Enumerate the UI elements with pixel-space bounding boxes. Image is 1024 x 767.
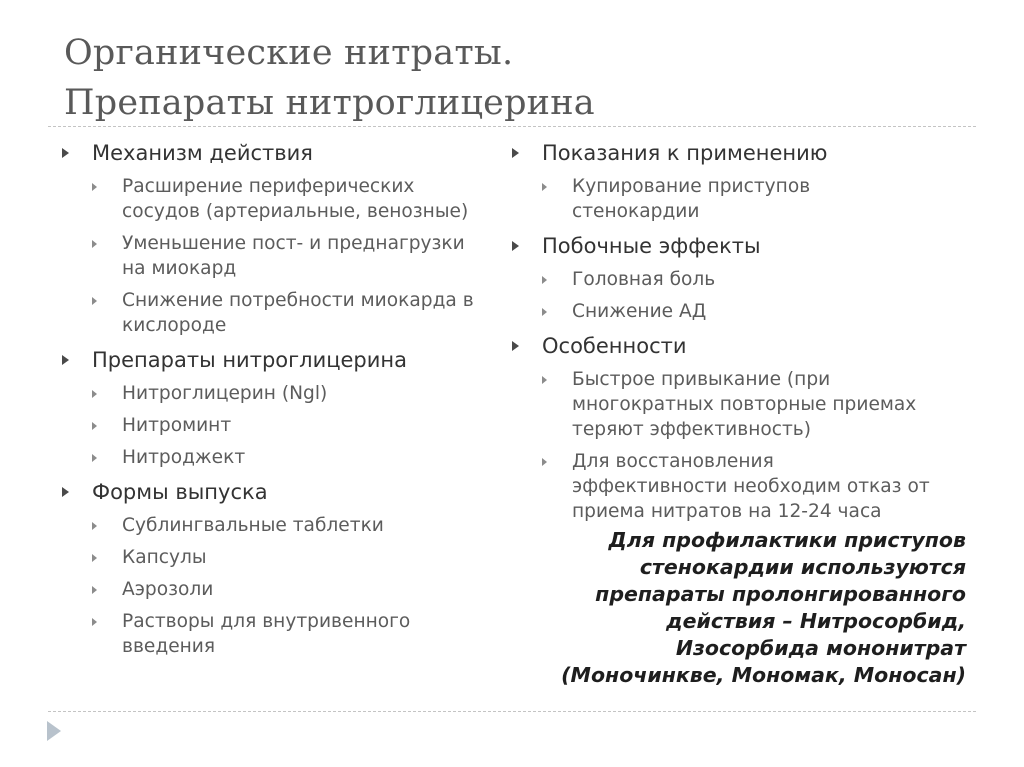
item-text: эффективности необходим отказ от xyxy=(572,476,930,497)
list-item xyxy=(92,381,518,406)
section-forms xyxy=(62,477,518,507)
section-heading: Показания к применению xyxy=(542,141,828,165)
sub-bullet-arrow-icon xyxy=(92,522,97,530)
item-text: Нитроджект xyxy=(122,447,246,468)
note-line: препараты пролонгированного xyxy=(595,582,966,606)
item-text: Расширение периферических xyxy=(122,176,415,197)
item-text: на миокард xyxy=(122,258,237,279)
note-line: стенокардии используются xyxy=(639,555,966,579)
item-text: Снижение потребности миокарда в xyxy=(122,290,474,311)
sub-bullet-arrow-icon xyxy=(92,554,97,562)
sub-bullet-arrow-icon xyxy=(92,454,97,462)
item-text: Головная боль xyxy=(572,269,716,290)
bullet-arrow-icon xyxy=(62,487,69,497)
item-text: Растворы для внутривенного xyxy=(122,611,411,632)
list-item xyxy=(92,413,518,438)
sub-bullet-arrow-icon xyxy=(92,183,97,191)
item-text: Нитроминт xyxy=(122,415,232,436)
sub-bullet-arrow-icon xyxy=(92,390,97,398)
left-column xyxy=(62,138,518,666)
list-item xyxy=(542,299,972,324)
next-slide-arrow-icon[interactable] xyxy=(47,721,61,741)
item-text: стенокардии xyxy=(572,201,700,222)
list-item xyxy=(92,545,518,570)
section-features xyxy=(512,331,972,361)
bullet-arrow-icon xyxy=(512,341,519,351)
sub-bullet-arrow-icon xyxy=(92,240,97,248)
note-line: (Моночинкве, Мономак, Моносан) xyxy=(561,663,966,687)
item-text: Нитроглицерин (Ngl) xyxy=(122,383,328,404)
bullet-arrow-icon xyxy=(62,355,69,365)
bullet-arrow-icon xyxy=(62,148,69,158)
section-heading: Особенности xyxy=(542,334,687,358)
list-item xyxy=(542,174,972,224)
top-divider xyxy=(48,126,976,127)
slide-title xyxy=(64,28,595,128)
item-text: Уменьшение пост- и преднагрузки xyxy=(122,233,465,254)
sub-bullet-arrow-icon xyxy=(542,308,547,316)
sub-bullet-arrow-icon xyxy=(92,297,97,305)
sub-bullet-arrow-icon xyxy=(92,422,97,430)
sub-bullet-arrow-icon xyxy=(542,376,547,384)
prophylaxis-note xyxy=(520,527,966,689)
item-text: Купирование приступов xyxy=(572,176,811,197)
item-text: сосудов (артериальные, венозные) xyxy=(122,201,469,222)
note-line: действия – Нитросорбид, xyxy=(666,609,966,633)
item-text: Сублингвальные таблетки xyxy=(122,515,384,536)
bullet-arrow-icon xyxy=(512,241,519,251)
item-text: приема нитратов на 12-24 часа xyxy=(572,501,882,522)
right-column xyxy=(512,138,972,531)
bullet-arrow-icon xyxy=(512,148,519,158)
note-line: Для профилактики приступов xyxy=(608,528,966,552)
slide-title-line-2: Препараты нитроглицерина xyxy=(64,83,595,123)
note-line: Изосорбида мононитрат xyxy=(675,636,966,660)
bottom-divider xyxy=(48,711,976,712)
list-item xyxy=(92,609,518,659)
section-mechanism xyxy=(62,138,518,168)
item-text: Аэрозоли xyxy=(122,579,214,600)
sub-bullet-arrow-icon xyxy=(92,586,97,594)
section-indications xyxy=(512,138,972,168)
list-item xyxy=(92,174,518,224)
item-text: кислороде xyxy=(122,315,227,336)
sub-bullet-arrow-icon xyxy=(92,618,97,626)
section-side-effects xyxy=(512,231,972,261)
sub-bullet-arrow-icon xyxy=(542,276,547,284)
item-text: Быстрое привыкание (при xyxy=(572,369,831,390)
sub-bullet-arrow-icon xyxy=(542,458,547,466)
list-item xyxy=(92,231,518,281)
section-heading: Формы выпуска xyxy=(92,480,268,504)
item-text: Для восстановления xyxy=(572,451,774,472)
list-item xyxy=(92,513,518,538)
list-item xyxy=(92,577,518,602)
sub-bullet-arrow-icon xyxy=(542,183,547,191)
section-heading: Препараты нитроглицерина xyxy=(92,348,408,372)
slide-title-line-1: Органические нитраты. xyxy=(64,33,514,73)
list-item xyxy=(542,449,972,524)
list-item xyxy=(92,288,518,338)
item-text: Снижение АД xyxy=(572,301,707,322)
list-item xyxy=(92,445,518,470)
section-heading: Побочные эффекты xyxy=(542,234,761,258)
section-heading: Механизм действия xyxy=(92,141,313,165)
item-text: введения xyxy=(122,636,216,657)
item-text: многократных повторные приемах xyxy=(572,394,917,415)
item-text: Капсулы xyxy=(122,547,207,568)
section-drugs xyxy=(62,345,518,375)
list-item xyxy=(542,267,972,292)
list-item xyxy=(542,367,972,442)
item-text: теряют эффективность) xyxy=(572,419,811,440)
